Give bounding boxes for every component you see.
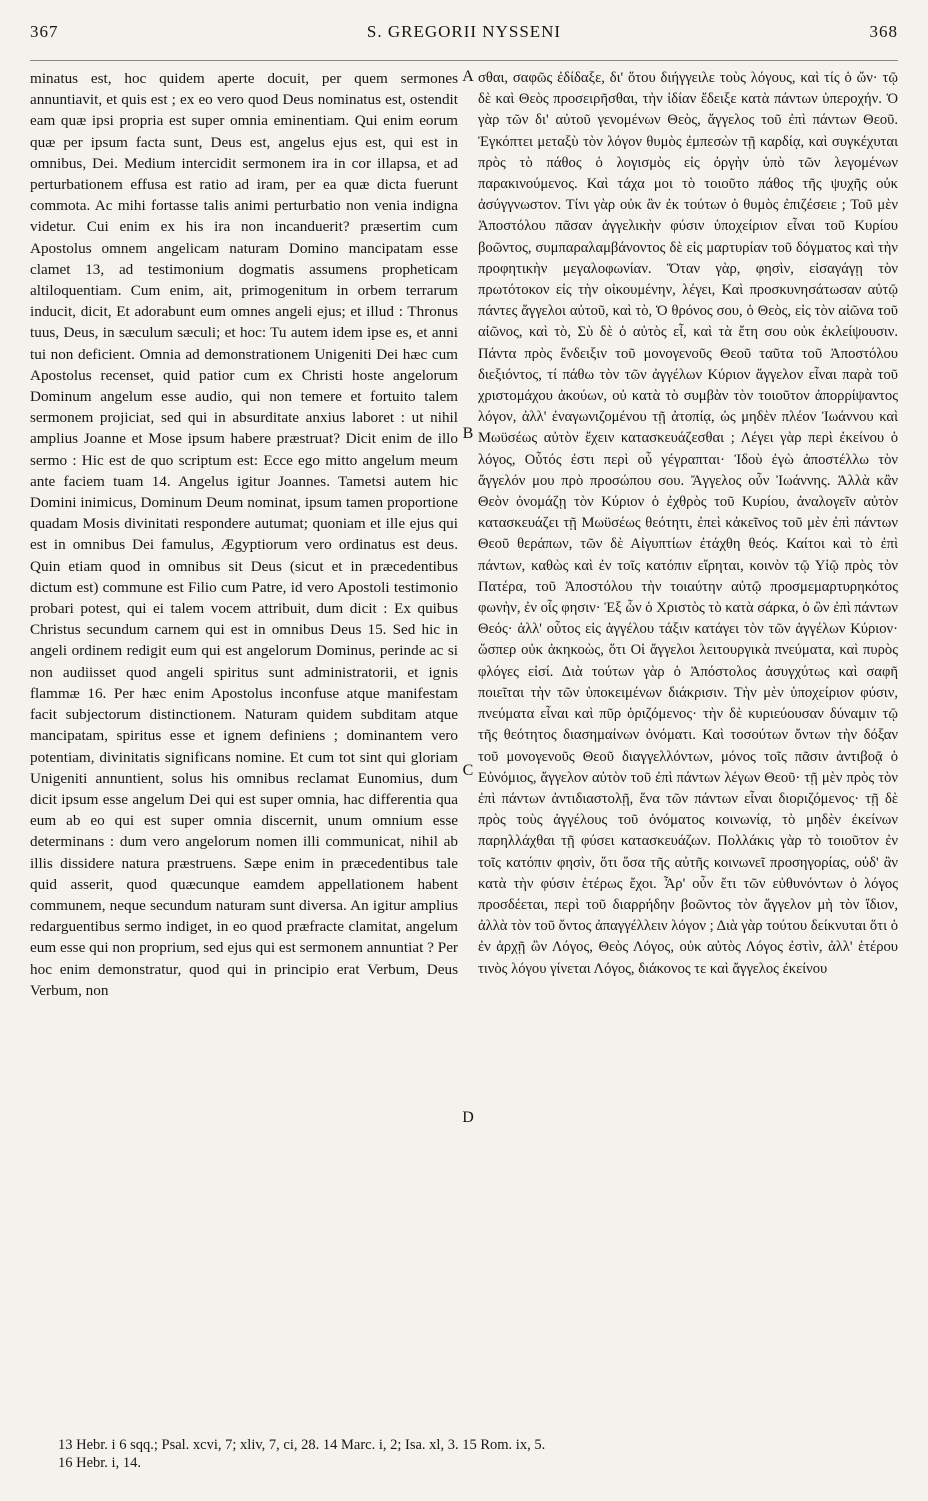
greek-text: σθαι, σαφῶς ἐδίδαξε, δι' ὅτου διήγγειλε τοὺς λόγους, καὶ τίς ὁ ὤν· τῷ δὲ καὶ Θεὸς προσειρῆσθαι, τὴν ἰδίαν ἔδειξε κατὰ πάντων ὑπεροχήν. Ὁ γὰρ τῶν δι' αὐτοῦ γενομένων Θεὸς, ἄγγελος τοῦ ἐπὶ πάντων Θεοῦ. Ἐγκόπτει μεταξὺ τὸν λόγον θυμὸς ἐμπεσὼν τῇ καρδίᾳ, καὶ συγκέχυται πρὸς τὸ πάθος ὁ λογισμὸς εἰς ὀργὴν ὑπὸ τῶν λεγομένων παρακινούμενος. Καὶ τάχα μοι τὸ τοιοῦτο πάθος τῆς ψυχῆς οὐκ ἀσύγγνωστον. Τίνι γὰρ οὐκ ἂν ἐκ τούτων ὁ θυμὸς ἐπιζέσειε ; Τοῦ μὲν Ἀποστόλου πᾶσαν ἀγγελικὴν φύσιν ὑποχείριον εἶναι τοῦ Κυρίου βοῶντος, συμπαραλαμβάνοντος δὲ εἰς μαρτυρίαν τοῦ δόγματος καὶ τὴν προφητικὴν μεγαλοφωνίαν. Ὅταν γὰρ, φησὶν, εἰσαγάγῃ τὸν πρωτότοκον εἰς τὴν οἰκουμένην, λέγει, Καὶ προσκυνησάτωσαν αὐτῷ πάντες ἄγγελοι αὐτοῦ, καὶ τὸ, Ὁ θρόνος σου, ὁ Θεὸς, εἰς τὸν αἰῶνα τοῦ αἰῶνος, καὶ τὸ, Σὺ δὲ ὁ αὐτὸς εἶ, καὶ τὰ ἔτη σου οὐκ ἐκλείψουσιν. Πάντα πρὸς ἔνδειξιν τοῦ μονογενοῦς Θεοῦ ταῦτα τοῦ Ἀποστόλου διεξιόντος, τί πάθω τὸν τῶν ἀγγέλων Κύριον ἄγγελον εἶναι παρὰ τοῦ χριστομάχου ἀκούων, οὐ κατὰ τὸ συμβὰν τὸν τοιοῦτον ἀπορρίψαντος λόγον, ἀλλ' ἐναγωνιζομένου τῇ ἀτοπίᾳ, ὡς μηδὲν πλέον Ἰωάννου καὶ Μωϋσέως αὐτὸν ἔχειν κατασκευάζεσθαι ; Λέγει γὰρ περὶ ἐκείνου ὁ λόγος, Οὗτός ἐστι περὶ οὗ γέγραπται· Ἰδοὺ ἐγὼ ἀποστέλλω τὸν ἄγγελόν μου πρὸ προσώπου σου. Ἄγγελος οὖν Ἰωάννης. Ἀλλὰ κἂν Θεὸν ὀνομάζῃ τὸν Κύριον ὁ ἐχθρὸς τοῦ Κυρίου, ἀναλογεῖν αὐτὸν κατασκευάζει τῇ Μωϋσέως θεότητι, ἐπεὶ κἀκεῖνος τοῦ μὲν ἐπὶ πάντων Θεοῦ θεράπων, τῶν δὲ Αἰγυπτίων ἐτάχθη θεός. Καίτοι καὶ τὸ ἐπὶ πάντων, καθὼς καὶ ἐν τοῖς κατόπιν εἴρηται, κοινὸν τῷ Υἱῷ πρὸς τὸν Πατέρα, τοῦ Ἀποστόλου τὴν τοιαύτην αὐτῷ προσμεμαρτυρηκότος φωνὴν, ἐν οἷς φησιν· Ἐξ ὧν ὁ Χριστὸς τὸ κατὰ σάρκα, ὁ ὢν ἐπὶ πάντων Θεός· ἀλλ' οὗτος εἰς ἀγγέλου τάξιν κατάγει τὸν τῶν ἀγγέλων Κύριον· ὥσπερ οὐκ ἀκηκοὼς, ὅτι Οἱ ἄγγελοι λειτουργικὰ πνεύματα, καὶ πυρὸς φλόγες εἰσί. Διὰ τούτων γὰρ ὁ Ἀπόστολος ἀσυγχύτως καὶ σαφῆ ποιεῖται τὴν τῶν ὑποκειμένων διάκρισιν. Τὴν μὲν ὑποχείριον φύσιν, πνεύματα εἶναι καὶ πῦρ ὁριζόμενος· τὴν δὲ κυριεύουσαν δύναμιν τῷ τῆς θεότητος διασημαίνων ὀνόματι. Καὶ τοσούτων ὄντων τὴν δόξαν τοῦ μονογενοῦς Θεοῦ διαγγελλόντων, μόνος τοῖς πᾶσιν ἀντιβοᾷ ὁ Εὐνόμιος, ἄγγελον αὐτὸν τοῦ ἐπὶ πάντων λέγων Θεοῦ· τῇ μὲν πρὸς τὸν ἐπὶ πάντων ἀντιδιαστολῇ, ἕνα τῶν πάντων εἶναι διοριζόμενος· τῇ δὲ πρὸς τοὺς ἀγγέλους τοῦ ὀνόματος κοινωνίᾳ, τὸ μηδὲν ἐκείνων παρηλλάχθαι τῇ φύσει κατασκευάζων. Πολλάκις γὰρ τὸ τοιοῦτον ἐν τοῖς κατόπιν φησὶν, ὅτι ὅσα τῆς αὐτῆς κοινωνεῖ προσηγορίας, οὐδ' ἂν κατὰ τὴν φύσιν ἑτέρως ἔχοι. Ἆρ' οὖν ἔτι τῶν εὐθυνόντων ὁ λόγος προσδέεται, περὶ τοῦ διαρρήδην βοῶντος τὸν ἄγγελον μὴ τὸν ἴδιον, ἀλλὰ τὸν τοῦ ὄντος ἀπαγγέλλειν λόγον ; Διὰ γὰρ τούτου δείκνυται ὅτι ὁ ἐν ἀρχῇ ὢν Λόγος, Θεὸς Λόγος, οὐκ αὐτὸς Λόγος ἐστὶν, ἀλλ' ἑτέρου τινὸς λόγου γίνεται Λόγος, διάκονος τε καὶ ἄγγελος ἐκείνου [478,70,898,977]
footnotes [58,1436,898,1472]
page-number-left: 367 [30,22,59,41]
header-rule [30,60,898,61]
section-marker-d: D [462,1109,474,1126]
footnote-line: 13 Hebr. i 6 sqq.; Psal. xcvi, 7; xliv, 7, ci, 28. 14 Marc. i, 2; Isa. xl, 3. 15 Rom. ix, 5. [58,1437,546,1453]
section-marker-a: A [462,68,474,85]
running-title: S. GREGORII NYSSENI [366,22,562,41]
greek-column [478,68,898,1428]
page-header [30,22,898,56]
section-marker-b: B [462,425,474,442]
latin-column [30,68,458,1428]
page-number-right: 368 [869,22,898,41]
latin-text: minatus est, hoc quidem aperte docuit, per quem sermones annuntiavit, et quis est ; ex eo vero quod Deus nominatus est, ostendit eam quæ ipsi propria est super omnia eminentiam. Qui enim eorum quæ per ipsum facta sunt, Deus est, angelus ejus est, qui est in omnibus, Dei. Medium intercidit sermonem ira in cor illapsa, et ad perturbationem effusa est ratio ad iram, per ea quæ dicta fuerunt commota. Ac mihi fortasse talis animi perturbatio non venia indigna videtur. Cui enim ex his ira non incanduerit? præsertim cum Apostolus omnem angelicam naturam Domino mancipatam esse clamet 13, ad testimonium dogmatis assumens propheticam altiloquentiam. Cum enim, ait, primogenitum in orbem terrarum inducit, dicit, Et adorabunt eum omnes angeli ejus; et illud : Thronus tuus, Deus, in sæculum sæculi; et hoc: Tu autem idem ipse es, et anni tui non deficient. Omnia ad demonstrationem Unigeniti Dei hæc cum Apostolus recenset, quid patior cum ex Christi hoste angelorum Dominum angelum esse audio, qui non temere et fortuito talem sermonem projiciat, sed qui in absurditate anxius laboret : ut nihil amplius Joanne et Mose ipsum habere præstruat? Dicit enim de illo sermo : Hic est de quo scriptum est: Ecce ego mitto angelum meum ante faciem tuam 14. Angelus igitur Joannes. Tametsi autem hic Domini inimicus, Dominum Deum nominat, ipsum tamen proportione quadam Mosis divinitati respondere autumat; quoniam et ille ejus qui est in omnibus Dei famulus, Ægyptiorum vero ordinatus est deus. Quin etiam quod in omnibus sit Deus (sicut et in præcedentibus dictum est) commune est Filio cum Patre, id vero Apostoli testimonio probari potest, qui ei talem vocem attribuit, dum dicit : Ex quibus Christus secundum carnem qui est in omnibus Deus 15. Sed hic in angeli ordinem redigit eum qui est angelorum Dominus, perinde ac si non audiisset quod angeli spiritus sunt administratorii, et ignis flammæ 16. Per hæc enim Apostolus inconfuse atque manifestam facit subjectorum distinctionem. Naturam quidem subditam atque mancipatam, spiritus esse et ignem definiens ; dominantem vero potentiam, divinitatis significans nomine. Et cum tot sint qui gloriam Unigeniti annuntient, solus his omnibus reclamat Eunomius, dum dicit ipsum esse angelum Dei qui est super omnia, hac differentia qua eum ab eo qui est super omnia discernit, unum omnium esse determinans : dum vero angelorum nomen illi communicat, nihil ab illis dissidere natura præstruens. Sæpe enim in præcedentibus tale quid asserit, quod quæcunque eamdem appellationem habent communem, neque secundum naturam sunt diversa. An igitur amplius redarguentibus sermo indiget, in eo quod præfracte clamitat, angelum eum esse qui non proprium, sed ejus qui est sermonem annuntiat ? Per hoc enim demonstratur, quod qui in principio erat Verbum, Deus Verbum, non [30,70,458,999]
section-marker-c: C [462,762,474,779]
footnote-line: 16 Hebr. i, 14. [58,1455,141,1471]
